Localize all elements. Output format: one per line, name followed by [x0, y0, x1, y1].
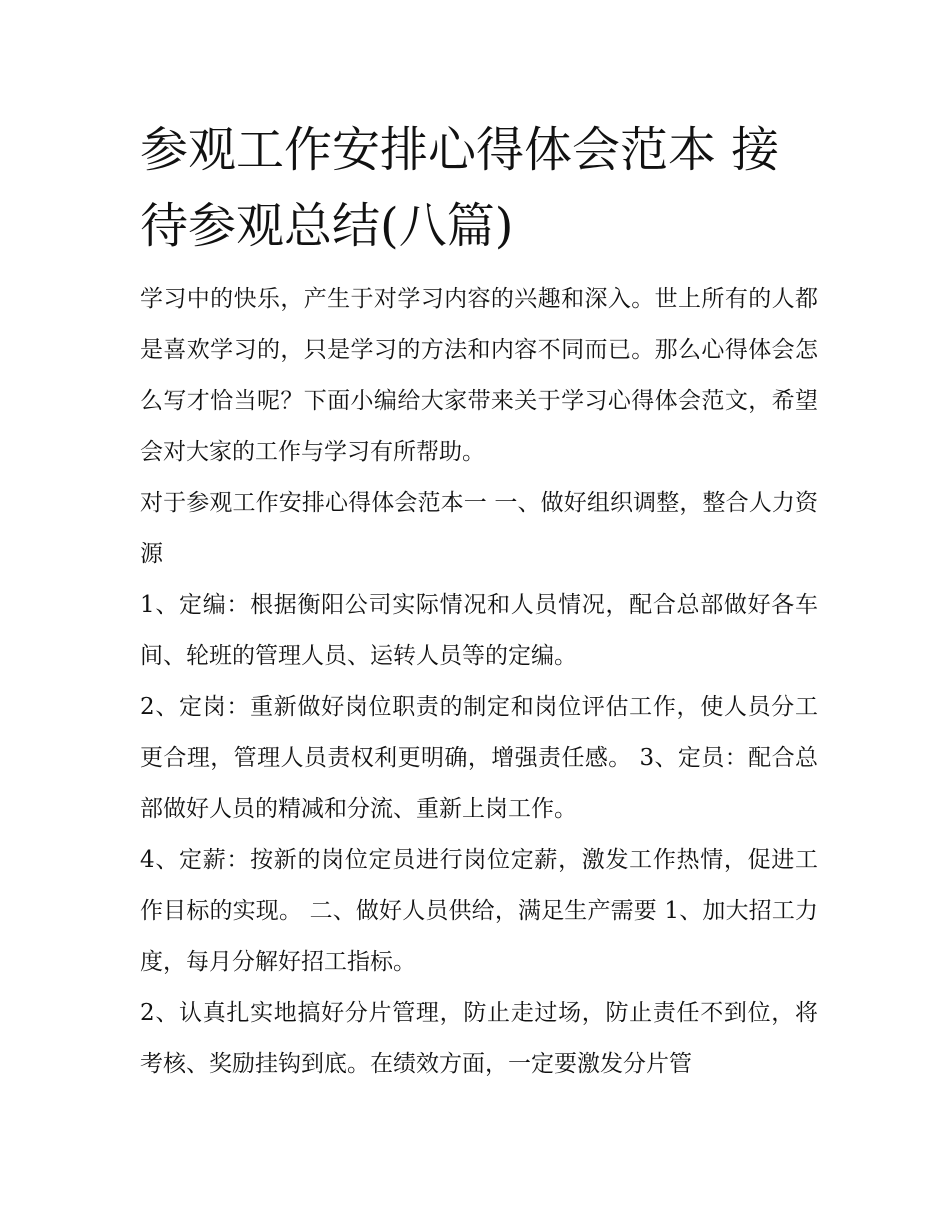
paragraph-item-2b: 2、认真扎实地搞好分片管理，防止走过场，防止责任不到位，将考核、奖励挂钩到底。在绩效方面，一定要激发分片管 — [140, 1000, 818, 1077]
paragraph-section-heading: 对于参观工作安排心得体会范本一 一、做好组织调整，整合人力资源 — [140, 490, 818, 567]
paragraph-item-4: 4、定薪：按新的岗位定员进行岗位定薪，激发工作热情，促进工作目标的实现。 二、做好人员供给，满足生产需要 1、加大招工力度，每月分解好招工指标。 — [140, 847, 818, 975]
paragraph-intro: 学习中的快乐，产生于对学习内容的兴趣和深入。世上所有的人都是喜欢学习的，只是学习的方法和内容不同而已。那么心得体会怎么写才恰当呢？下面小编给大家带来关于学习心得体会范文，希望会对大家的工作与学习有所帮助。 — [140, 286, 818, 465]
document-body — [140, 112, 818, 1090]
paragraph-item-2-3: 2、定岗：重新做好岗位职责的制定和岗位评估工作，使人员分工更合理，管理人员责权利更明确，增强责任感。 3、定员：配合总部做好人员的精减和分流、重新上岗工作。 — [140, 694, 818, 822]
document-title: 参观工作安排心得体会范本 接待参观总结(八篇) — [140, 122, 780, 254]
paragraph-item-1: 1、定编：根据衡阳公司实际情况和人员情况，配合总部做好各车间、轮班的管理人员、运转人员等的定编。 — [140, 592, 818, 669]
